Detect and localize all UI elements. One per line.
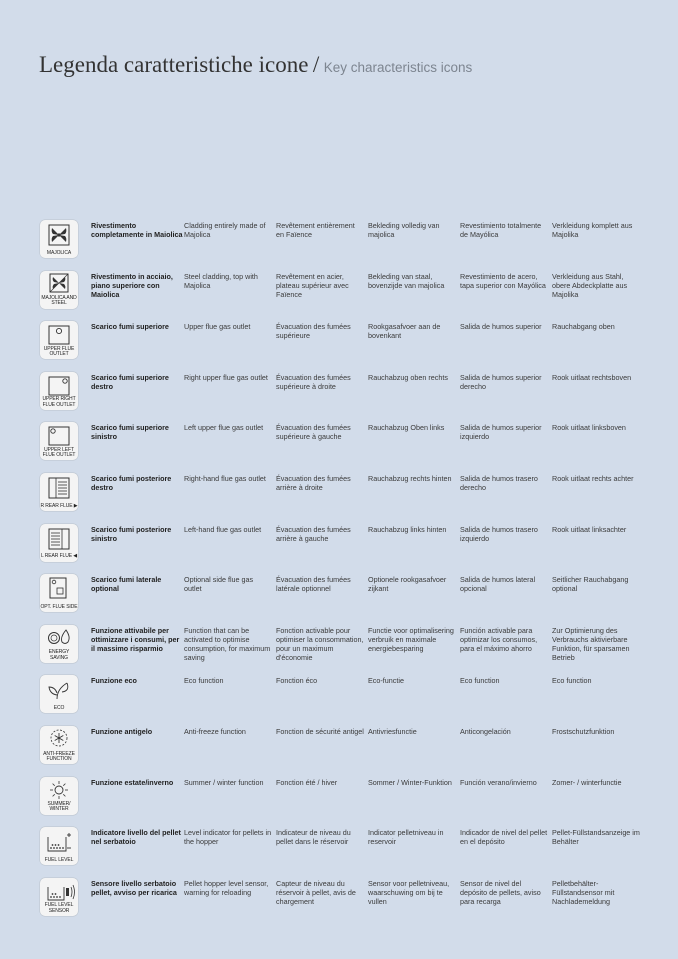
label-english: Optional side flue gas outlet — [184, 575, 254, 594]
label-german: Eco function — [552, 676, 592, 686]
label-french: Fonction de sécurité antigel — [276, 726, 364, 736]
label-french: Évacuation des fumées supérieure à droite — [276, 372, 351, 391]
label-italian: Funzione attivabile per ottimizzare i consumi, per il massimo risparmio — [91, 625, 180, 653]
label-french: Évacuation des fumées arrière à droite — [276, 473, 351, 493]
label-dutch: Eco-functie — [368, 676, 404, 686]
label-italian: Scarico fumi posteriore sinistro — [91, 524, 172, 543]
label-dutch: Functie voor optimalisering verbruik en maximale energiebesparing — [368, 625, 454, 653]
label-german: Verkleidung aus Stahl, obere Abdeckplatte aus Majolika — [552, 271, 628, 299]
majolica-steel-icon — [40, 271, 78, 309]
label-english: Right-hand flue gas outlet — [184, 473, 266, 483]
label-italian: Funzione antigelo — [91, 726, 153, 736]
energy-saving-icon — [40, 625, 78, 663]
fuel-level-sensor-icon — [40, 878, 78, 916]
label-english: Cladding entirely made of Majolica — [184, 221, 266, 240]
majolica-icon — [40, 220, 78, 258]
label-german: Pellet-Füllstandsanzeige im Behälter — [552, 828, 640, 847]
icon-caption: FUEL LEVEL SENSOR — [44, 902, 74, 914]
eco-icon — [40, 675, 78, 713]
label-english: Steel cladding, top with Majolica — [184, 271, 258, 290]
legend-table — [40, 220, 660, 928]
label-english: Upper flue gas outlet — [184, 322, 251, 332]
upper-right-flue-outlet-icon — [40, 372, 78, 410]
icon-caption: L REAR FLUE ◀ — [41, 553, 77, 560]
label-german: Pelletbehälter-Füllstandsensor mit Nachlademeldung — [552, 878, 615, 906]
icon-caption: ENERGY SAVING — [48, 649, 70, 661]
rear-flue-left-icon — [40, 524, 78, 562]
icon-caption: MAJOLICA — [46, 249, 72, 256]
legend-row — [40, 574, 660, 625]
icon-caption: UPPER RIGHT FLUE OUTLET — [42, 396, 76, 408]
label-italian: Rivestimento completamente in Maiolica — [91, 221, 183, 240]
title-separator: / — [312, 52, 320, 77]
label-english: Eco function — [184, 676, 224, 686]
label-german: Rauchabgang oben — [552, 322, 615, 332]
label-italian: Scarico fumi superiore sinistro — [91, 423, 169, 442]
legend-row — [40, 878, 660, 929]
rear-flue-right-icon — [40, 473, 78, 511]
label-dutch: Rookgasafvoer aan de bovenkant — [368, 322, 441, 341]
label-dutch: Rauchabzug rechts hinten — [368, 473, 452, 483]
label-spanish: Salida de humos superior derecho — [460, 372, 542, 391]
label-italian: Scarico fumi laterale optional — [91, 575, 162, 594]
label-french: Évacuation des fumées supérieure à gauche — [276, 423, 351, 442]
legend-row — [40, 675, 660, 726]
icon-caption: R REAR FLUE ▶ — [40, 502, 78, 509]
label-english: Left-hand flue gas outlet — [184, 524, 262, 534]
legend-row — [40, 372, 660, 423]
icon-caption: MAJOLICA AND STEEL — [41, 295, 77, 307]
icon-caption: UPPER FLUE OUTLET — [43, 345, 75, 357]
label-dutch: Optionele rookgasafvoer zijkant — [368, 575, 447, 594]
label-dutch: Indicator pelletniveau in reservoir — [368, 828, 444, 847]
summer-winter-icon — [40, 777, 78, 815]
label-german: Rook uitlaat linksboven — [552, 423, 626, 433]
label-spanish: Función verano/invierno — [460, 777, 537, 787]
label-dutch: Rauchabzug links hinten — [368, 524, 447, 534]
page-title — [39, 52, 472, 78]
label-spanish: Salida de humos superior izquierdo — [460, 423, 542, 442]
label-german: Rook uitlaat rechtsboven — [552, 372, 632, 382]
legend-row — [40, 271, 660, 322]
label-spanish: Salida de humos superior — [460, 322, 542, 332]
icon-caption: ECO — [53, 705, 65, 712]
label-italian: Funzione eco — [91, 676, 137, 686]
label-italian: Indicatore livello del pellet nel serbatoio — [91, 828, 181, 847]
label-dutch: Bekleding van staal, bovenzijde van majolica — [368, 271, 445, 290]
anti-freeze-icon — [40, 726, 78, 764]
legend-row — [40, 827, 660, 878]
upper-flue-outlet-icon — [40, 321, 78, 359]
icon-caption: OPT. FLUE SIDE — [40, 603, 78, 610]
title-italian: Legenda caratteristiche icone — [39, 52, 309, 77]
label-dutch: Bekleding volledig van majolica — [368, 221, 440, 240]
label-german: Zomer- / winterfunctie — [552, 777, 622, 787]
label-spanish: Eco function — [460, 676, 500, 686]
label-spanish: Revestimiento de acero, tapa superior con Mayólica — [460, 271, 546, 290]
legend-row — [40, 524, 660, 575]
icon-caption: ANTI-FREEZE FUNCTION — [43, 750, 75, 762]
label-german: Rook uitlaat linksachter — [552, 524, 627, 534]
label-french: Fonction été / hiver — [276, 777, 338, 787]
label-english: Anti-freeze function — [184, 726, 246, 736]
label-italian: Scarico fumi posteriore destro — [91, 473, 172, 493]
label-spanish: Indicador de nivel del pellet en el depósito — [460, 828, 548, 847]
label-german: Zur Optimierung des Verbrauchs aktivierbare Funktion, für sparsamen Betrieb — [552, 625, 630, 663]
label-italian: Rivestimento in acciaio, piano superiore con Maiolica — [91, 271, 173, 299]
label-english: Summer / winter function — [184, 777, 264, 787]
legend-row — [40, 473, 660, 524]
legend-row — [40, 422, 660, 473]
label-italian: Funzione estate/inverno — [91, 777, 174, 787]
icon-caption: FUEL LEVEL — [44, 856, 74, 863]
label-french: Évacuation des fumées latérale optionnel — [276, 575, 351, 594]
icon-caption: SUMMER/ WINTER — [47, 801, 71, 813]
label-french: Fonction éco — [276, 676, 318, 686]
label-french: Fonction activable pour optimiser la consommation, pour un maximum d'économie — [276, 625, 364, 663]
label-dutch: Sommer / Winter-Funktion — [368, 777, 452, 787]
label-spanish: Sensor de nivel del depósito de pellets, aviso para recarga — [460, 878, 541, 906]
label-french: Évacuation des fumées arrière à gauche — [276, 524, 351, 543]
label-spanish: Función activable para optimizar los consumos, para el máximo ahorro — [460, 625, 538, 653]
legend-row — [40, 625, 660, 676]
legend-row — [40, 726, 660, 777]
label-spanish: Salida de humos lateral opcional — [460, 575, 536, 594]
label-german: Seitlicher Rauchabgang optional — [552, 575, 629, 594]
fuel-level-icon — [40, 827, 78, 865]
label-german: Verkleidung komplett aus Majolika — [552, 221, 633, 240]
optional-flue-side-icon — [40, 574, 78, 612]
label-english: Function that can be activated to optimise consumption, for maximum saving — [184, 625, 271, 663]
legend-row — [40, 220, 660, 271]
label-spanish: Revestimiento totalmente de Mayólica — [460, 221, 542, 240]
label-german: Rook uitlaat rechts achter — [552, 473, 634, 483]
label-english: Pellet hopper level sensor, warning for reloading — [184, 878, 269, 897]
label-spanish: Anticongelación — [460, 726, 511, 736]
label-spanish: Salida de humos trasero derecho — [460, 473, 538, 493]
label-french: Revêtement entièrement en Faïence — [276, 221, 355, 240]
title-english: Key characteristics icons — [323, 60, 473, 75]
label-english: Level indicator for pellets in the hopper — [184, 828, 272, 847]
label-dutch: Rauchabzug Oben links — [368, 423, 445, 433]
label-italian: Scarico fumi superiore — [91, 322, 169, 332]
legend-row — [40, 321, 660, 372]
label-spanish: Salida de humos trasero izquierdo — [460, 524, 538, 543]
label-dutch: Rauchabzug oben rechts — [368, 372, 448, 382]
label-italian: Scarico fumi superiore destro — [91, 372, 169, 391]
label-english: Right upper flue gas outlet — [184, 372, 268, 382]
legend-row — [40, 777, 660, 828]
label-italian: Sensore livello serbatoio pellet, avviso per ricarica — [91, 878, 177, 897]
label-german: Frostschutzfunktion — [552, 726, 615, 736]
label-french: Capteur de niveau du réservoir à pellet, avis de chargement — [276, 878, 356, 906]
upper-left-flue-outlet-icon — [40, 422, 78, 460]
label-french: Évacuation des fumées supérieure — [276, 322, 351, 341]
label-dutch: Sensor voor pelletniveau, waarschuwing om bij te vullen — [368, 878, 450, 906]
label-french: Revêtement en acier, plateau supérieur avec Faïence — [276, 271, 349, 299]
label-dutch: Antivriesfunctie — [368, 726, 417, 736]
icon-caption: UPPER LEFT FLUE OUTLET — [42, 446, 76, 459]
label-french: Indicateur de niveau du pellet dans le réservoir — [276, 828, 351, 847]
label-english: Left upper flue gas outlet — [184, 423, 264, 433]
